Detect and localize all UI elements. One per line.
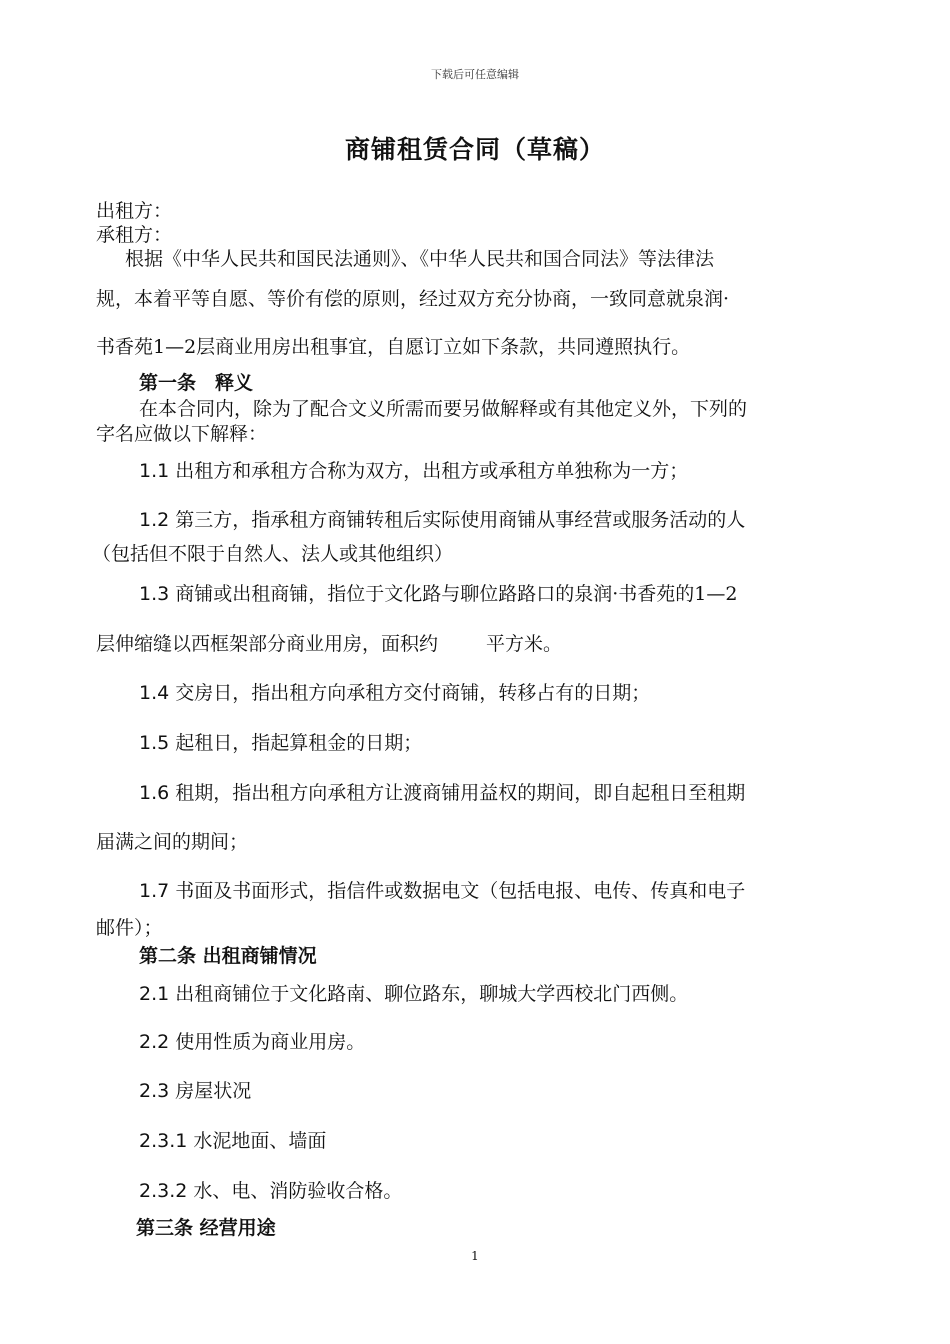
clause-1-5 xyxy=(139,730,856,757)
clause-text: 水、电、消防验收合格。 xyxy=(193,1180,403,1202)
clause-1-4 xyxy=(139,680,856,707)
clause-text: 起租日，指起算租金的日期； xyxy=(175,732,423,754)
area-unit: 平方米。 xyxy=(486,633,563,655)
article-2-heading: 第二条 出租商铺情况 xyxy=(139,945,317,967)
article-1-heading: 第一条 释义 xyxy=(139,372,254,394)
area-text: 层伸缩缝以西框架部分商业用房，面积约 xyxy=(96,633,439,655)
clause-2-3-1 xyxy=(139,1128,856,1155)
lessor-label: 出租方： xyxy=(96,200,173,222)
clause-text: 交房日，指出租方向承租方交付商铺，转移占有的日期； xyxy=(175,682,651,704)
clause-number: 2.3.2 xyxy=(139,1180,188,1202)
clause-2-3 xyxy=(139,1078,856,1105)
clause-2-2 xyxy=(139,1029,856,1056)
clause-number: 2.3 xyxy=(139,1080,170,1102)
clause-1-1 xyxy=(139,458,856,485)
clause-text: 第三方，指承租方商铺转租后实际使用商铺从事经营或服务活动的人 xyxy=(175,509,746,531)
clause-number: 1.7 xyxy=(139,880,170,902)
clause-text: 出租方和承租方合称为双方，出租方或承租方单独称为一方； xyxy=(175,460,689,482)
lessee-label: 承租方： xyxy=(96,224,173,246)
clause-1-3 xyxy=(139,581,856,608)
clause-text: 商铺或出租商铺，指位于文化路与聊位路路口的泉润·书香苑的1—2 xyxy=(175,583,738,605)
clause-text: 租期，指出租方向承租方让渡商铺用益权的期间，即自起租日至租期 xyxy=(175,782,746,804)
clause-1-6-continuation: 届满之间的期间； xyxy=(96,831,249,853)
clause-text: 房屋状况 xyxy=(175,1080,252,1102)
clause-1-6 xyxy=(139,780,856,807)
clause-number: 1.1 xyxy=(139,460,170,482)
clause-1-7-continuation: 邮件）； xyxy=(96,917,163,939)
clause-number: 2.2 xyxy=(139,1031,170,1053)
clause-text: 书面及书面形式，指信件或数据电文（包括电报、电传、传真和电子 xyxy=(175,880,746,902)
clause-number: 1.4 xyxy=(139,682,170,704)
clause-2-3-2 xyxy=(139,1178,856,1205)
article-3-heading: 第三条 经营用途 xyxy=(136,1217,276,1239)
article-1-intro-line-2: 字名应做以下解释： xyxy=(96,423,268,445)
clause-2-1 xyxy=(139,981,856,1008)
clause-number: 2.3.1 xyxy=(139,1130,188,1152)
page-number: 1 xyxy=(471,1249,479,1263)
preamble-line-1: 根据《中华人民共和国民法通则》、《中华人民共和国合同法》等法律法 xyxy=(125,248,715,270)
header-note: 下载后可任意编辑 xyxy=(431,68,519,81)
clause-1-2-continuation: （包括但不限于自然人、法人或其他组织） xyxy=(92,543,454,565)
clause-1-7 xyxy=(139,878,856,905)
clause-number: 1.6 xyxy=(139,782,170,804)
clause-1-2 xyxy=(139,507,856,534)
clause-number: 1.5 xyxy=(139,732,170,754)
clause-number: 1.2 xyxy=(139,509,170,531)
clause-text: 水泥地面、墙面 xyxy=(193,1130,327,1152)
document-title: 商铺租赁合同（草稿） xyxy=(344,135,605,164)
clause-1-3-continuation xyxy=(96,631,856,658)
clause-text: 出租商铺位于文化路南、聊位路东，聊城大学西校北门西侧。 xyxy=(175,983,689,1005)
preamble-line-3: 书香苑1—2层商业用房出租事宜，自愿订立如下条款，共同遵照执行。 xyxy=(96,336,691,358)
preamble-line-2: 规，本着平等自愿、等价有偿的原则，经过双方充分协商，一致同意就泉润· xyxy=(96,288,730,310)
clause-number: 2.1 xyxy=(139,983,170,1005)
clause-number: 1.3 xyxy=(139,583,170,605)
article-1-intro-line-1: 在本合同内，除为了配合文义所需而要另做解释或有其他定义外，下列的 xyxy=(139,398,748,420)
clause-text: 使用性质为商业用房。 xyxy=(175,1031,366,1053)
